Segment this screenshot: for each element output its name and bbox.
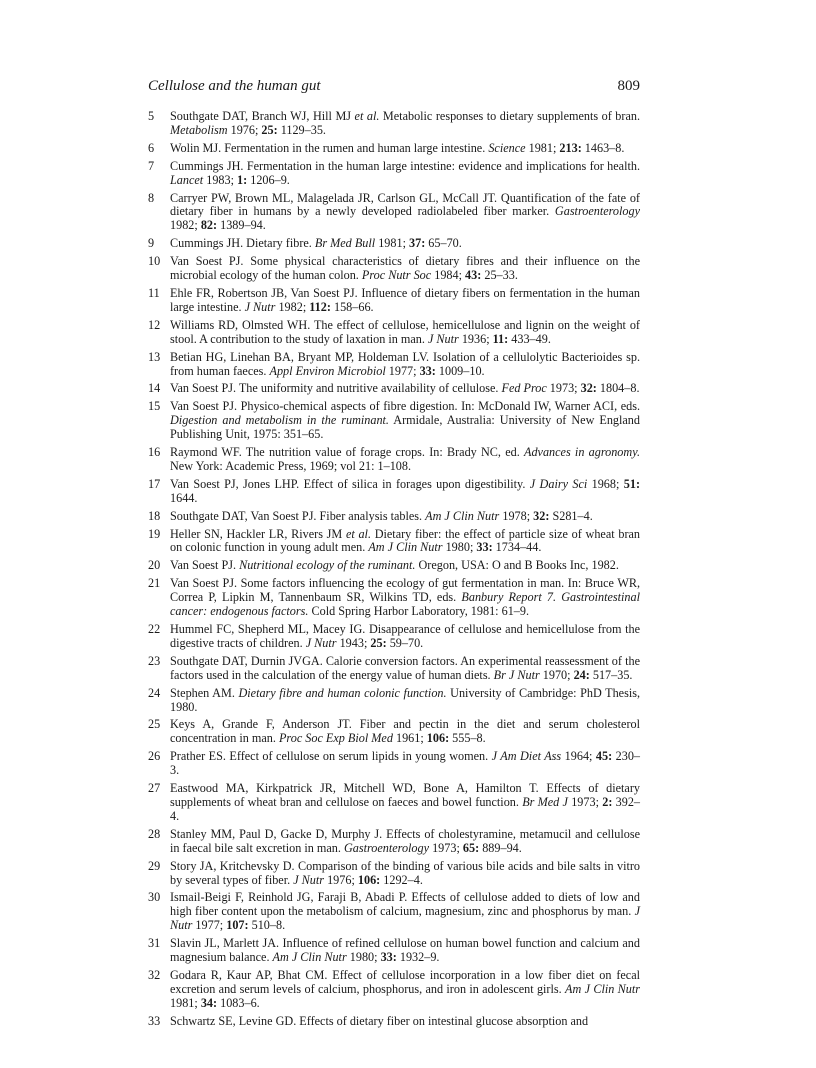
reference-text: Ehle FR, Robertson JB, Van Soest PJ. Influence of dietary fibers on fermentation in the human large intestine. J Nutr 1982; 112: 158–66. — [170, 285, 640, 314]
reference-number: 27 — [148, 781, 161, 796]
reference-item — [148, 287, 640, 315]
reference-text: Cummings JH. Dietary fibre. Br Med Bull 1981; 37: 65–70. — [170, 236, 462, 251]
reference-text: Van Soest PJ. Physico-chemical aspects of fibre digestion. In: McDonald IW, Warner ACI, eds. Digestion and metabolism in the ruminant. Armidale, Australia: University of New England Publishing Unit, 1975: 351–65. — [170, 399, 640, 442]
reference-text: Van Soest PJ. Some factors influencing the ecology of gut fermentation in man. In: Bruce WR, Correa P, Lipkin M, Tannenbaum SR, Wilkins TD, eds. Banbury Report 7. Gastrointestinal cancer: endogenous factors. Cold Spring Harbor Laboratory, 1981: 61–9. — [170, 576, 641, 619]
reference-item — [148, 655, 640, 683]
reference-number: 26 — [148, 749, 161, 764]
reference-text: Keys A, Grande F, Anderson JT. Fiber and pectin in the diet and serum cholesterol concentration in man. Proc Soc Exp Biol Med 1961; 106: 555–8. — [170, 717, 640, 746]
reference-number: 33 — [148, 1013, 161, 1028]
reference-item — [148, 969, 640, 1011]
reference-item — [148, 319, 640, 347]
reference-number: 9 — [148, 236, 155, 251]
reference-item — [148, 577, 640, 619]
reference-item — [148, 891, 640, 933]
reference-number: 21 — [148, 576, 161, 591]
reference-text: Prather ES. Effect of cellulose on serum lipids in young women. J Am Diet Ass 1964; 45: 230–3. — [170, 749, 641, 778]
reference-text: Carryer PW, Brown ML, Malagelada JR, Carlson GL, McCall JT. Quantification of the fate of dietary fiber in humans by a newly developed radiolabeled fiber marker. Gastroenterology 1982; 82: 1389–94. — [170, 190, 640, 233]
reference-text: Story JA, Kritchevsky D. Comparison of the binding of various bile acids and bile salts in vitro by several types of fiber. J Nutr 1976; 106: 1292–4. — [170, 858, 640, 887]
running-title: Cellulose and the human gut — [148, 78, 321, 94]
reference-item — [148, 750, 640, 778]
reference-item — [148, 559, 640, 573]
reference-number: 24 — [148, 685, 161, 700]
reference-list — [148, 110, 640, 1033]
reference-item — [148, 1015, 640, 1029]
reference-item — [148, 255, 640, 283]
reference-item — [148, 687, 640, 715]
reference-number: 8 — [148, 190, 155, 205]
reference-text: Cummings JH. Fermentation in the human large intestine: evidence and implications for health. Lancet 1983; 1: 1206–9. — [170, 158, 640, 187]
reference-number: 7 — [148, 158, 155, 173]
reference-item — [148, 528, 640, 556]
reference-number: 30 — [148, 890, 161, 905]
reference-text: Godara R, Kaur AP, Bhat CM. Effect of cellulose incorporation in a low fiber diet on fecal excretion and serum levels of calcium, phosphorus, and iron in adolescent girls. Am J Clin Nutr 1981; 34: 1083–6. — [170, 967, 640, 1010]
reference-text: Van Soest PJ, Jones LHP. Effect of silica in forages upon digestibility. J Dairy Sci 1968; 51: 1644. — [170, 476, 640, 505]
reference-item — [148, 828, 640, 856]
reference-text: Schwartz SE, Levine GD. Effects of dietary fiber on intestinal glucose absorption and — [170, 1013, 589, 1028]
reference-text: Eastwood MA, Kirkpatrick JR, Mitchell WD, Bone A, Hamilton T. Effects of dietary supplements of wheat bran and cellulose on faeces and bowel function. Br Med J 1973; 2: 392–4. — [170, 781, 640, 823]
reference-item — [148, 446, 640, 474]
reference-number: 5 — [148, 109, 155, 123]
reference-text: Southgate DAT, Van Soest PJ. Fiber analysis tables. Am J Clin Nutr 1978; 32: S281–4. — [170, 508, 593, 523]
reference-item — [148, 142, 640, 156]
reference-number: 22 — [148, 622, 161, 636]
reference-number: 28 — [148, 826, 161, 841]
reference-number: 16 — [148, 445, 161, 460]
reference-number: 29 — [148, 858, 161, 873]
reference-item — [148, 860, 640, 888]
reference-number: 19 — [148, 526, 161, 541]
reference-text: Raymond WF. The nutrition value of forage crops. In: Brady NC, ed. Advances in agronomy. New York: Academic Press, 1969; vol 21: 1–108. — [170, 445, 640, 473]
reference-text: Stephen AM. Dietary fibre and human colonic function. University of Cambridge: PhD Thesis, 1980. — [170, 685, 640, 714]
page-header — [148, 78, 640, 102]
reference-number: 20 — [148, 558, 161, 573]
reference-item — [148, 478, 640, 506]
reference-number: 25 — [148, 717, 161, 732]
reference-number: 12 — [148, 317, 161, 332]
reference-item — [148, 160, 640, 188]
reference-item — [148, 110, 640, 138]
reference-number: 10 — [148, 254, 161, 269]
reference-text: Van Soest PJ. Nutritional ecology of the ruminant. Oregon, USA: O and B Books Inc, 1982. — [170, 558, 619, 573]
reference-number: 23 — [148, 653, 161, 668]
reference-text: Van Soest PJ. Some physical characteristics of dietary fibres and their influence on the microbial ecology of the human colon. Proc Nutr Soc 1984; 43: 25–33. — [170, 254, 640, 283]
reference-number: 31 — [148, 936, 161, 951]
reference-item — [148, 237, 640, 251]
reference-number: 6 — [148, 140, 155, 155]
reference-text: Hummel FC, Shepherd ML, Macey IG. Disappearance of cellulose and hemicellulose from the digestive tracts of children. J Nutr 1943; 25: 59–70. — [170, 622, 640, 650]
reference-number: 15 — [148, 399, 161, 414]
reference-number: 14 — [148, 381, 161, 396]
reference-item — [148, 400, 640, 442]
reference-item — [148, 351, 640, 379]
page-number: 809 — [617, 78, 640, 94]
reference-number: 32 — [148, 967, 161, 982]
reference-number: 13 — [148, 349, 161, 364]
reference-item — [148, 192, 640, 234]
reference-text: Heller SN, Hackler LR, Rivers JM et al. Dietary fiber: the effect of particle size of wheat bran on colonic function in young adult men. Am J Clin Nutr 1980; 33: 1734–44. — [170, 526, 641, 555]
reference-text: Van Soest PJ. The uniformity and nutritive availability of cellulose. Fed Proc 1973; 32: 1804–8. — [170, 381, 640, 396]
reference-text: Wolin MJ. Fermentation in the rumen and human large intestine. Science 1981; 213: 1463–8. — [170, 140, 625, 155]
reference-item — [148, 937, 640, 965]
reference-text: Betian HG, Linehan BA, Bryant MP, Holdeman LV. Isolation of a cellulolytic Bacterioides sp. from human faeces. Appl Environ Microbiol 1977; 33: 1009–10. — [170, 349, 640, 378]
reference-item — [148, 782, 640, 824]
reference-text: Slavin JL, Marlett JA. Influence of refined cellulose on human bowel function and calcium and magnesium balance. Am J Clin Nutr 1980; 33: 1932–9. — [170, 936, 640, 965]
reference-item — [148, 382, 640, 396]
reference-number: 17 — [148, 476, 161, 491]
reference-text: Southgate DAT, Branch WJ, Hill MJ et al. Metabolic responses to dietary supplements of bran. Metabolism 1976; 25: 1129–35. — [170, 109, 640, 137]
reference-item — [148, 623, 640, 651]
reference-number: 18 — [148, 508, 161, 523]
reference-text: Williams RD, Olmsted WH. The effect of cellulose, hemicellulose and lignin on the weight of stool. A contribution to the study of laxation in man. J Nutr 1936; 11: 433–49. — [170, 317, 640, 346]
reference-number: 11 — [148, 285, 160, 300]
reference-item — [148, 510, 640, 524]
reference-text: Southgate DAT, Durnin JVGA. Calorie conversion factors. An experimental reassessment of the factors used in the calculation of the energy value of human diets. Br J Nutr 1970; 24: 517–35. — [170, 653, 640, 682]
reference-text: Ismail-Beigi F, Reinhold JG, Faraji B, Abadi P. Effects of cellulose added to diets of low and high fiber content upon the metabolism of calcium, magnesium, zinc and phosphorus by man. J Nutr 1977; 107: 510–8. — [170, 890, 640, 933]
reference-item — [148, 718, 640, 746]
reference-text: Stanley MM, Paul D, Gacke D, Murphy J. Effects of cholestyramine, metamucil and cellulose in faecal bile salt excretion in man. Gastroenterology 1973; 65: 889–94. — [170, 826, 640, 855]
